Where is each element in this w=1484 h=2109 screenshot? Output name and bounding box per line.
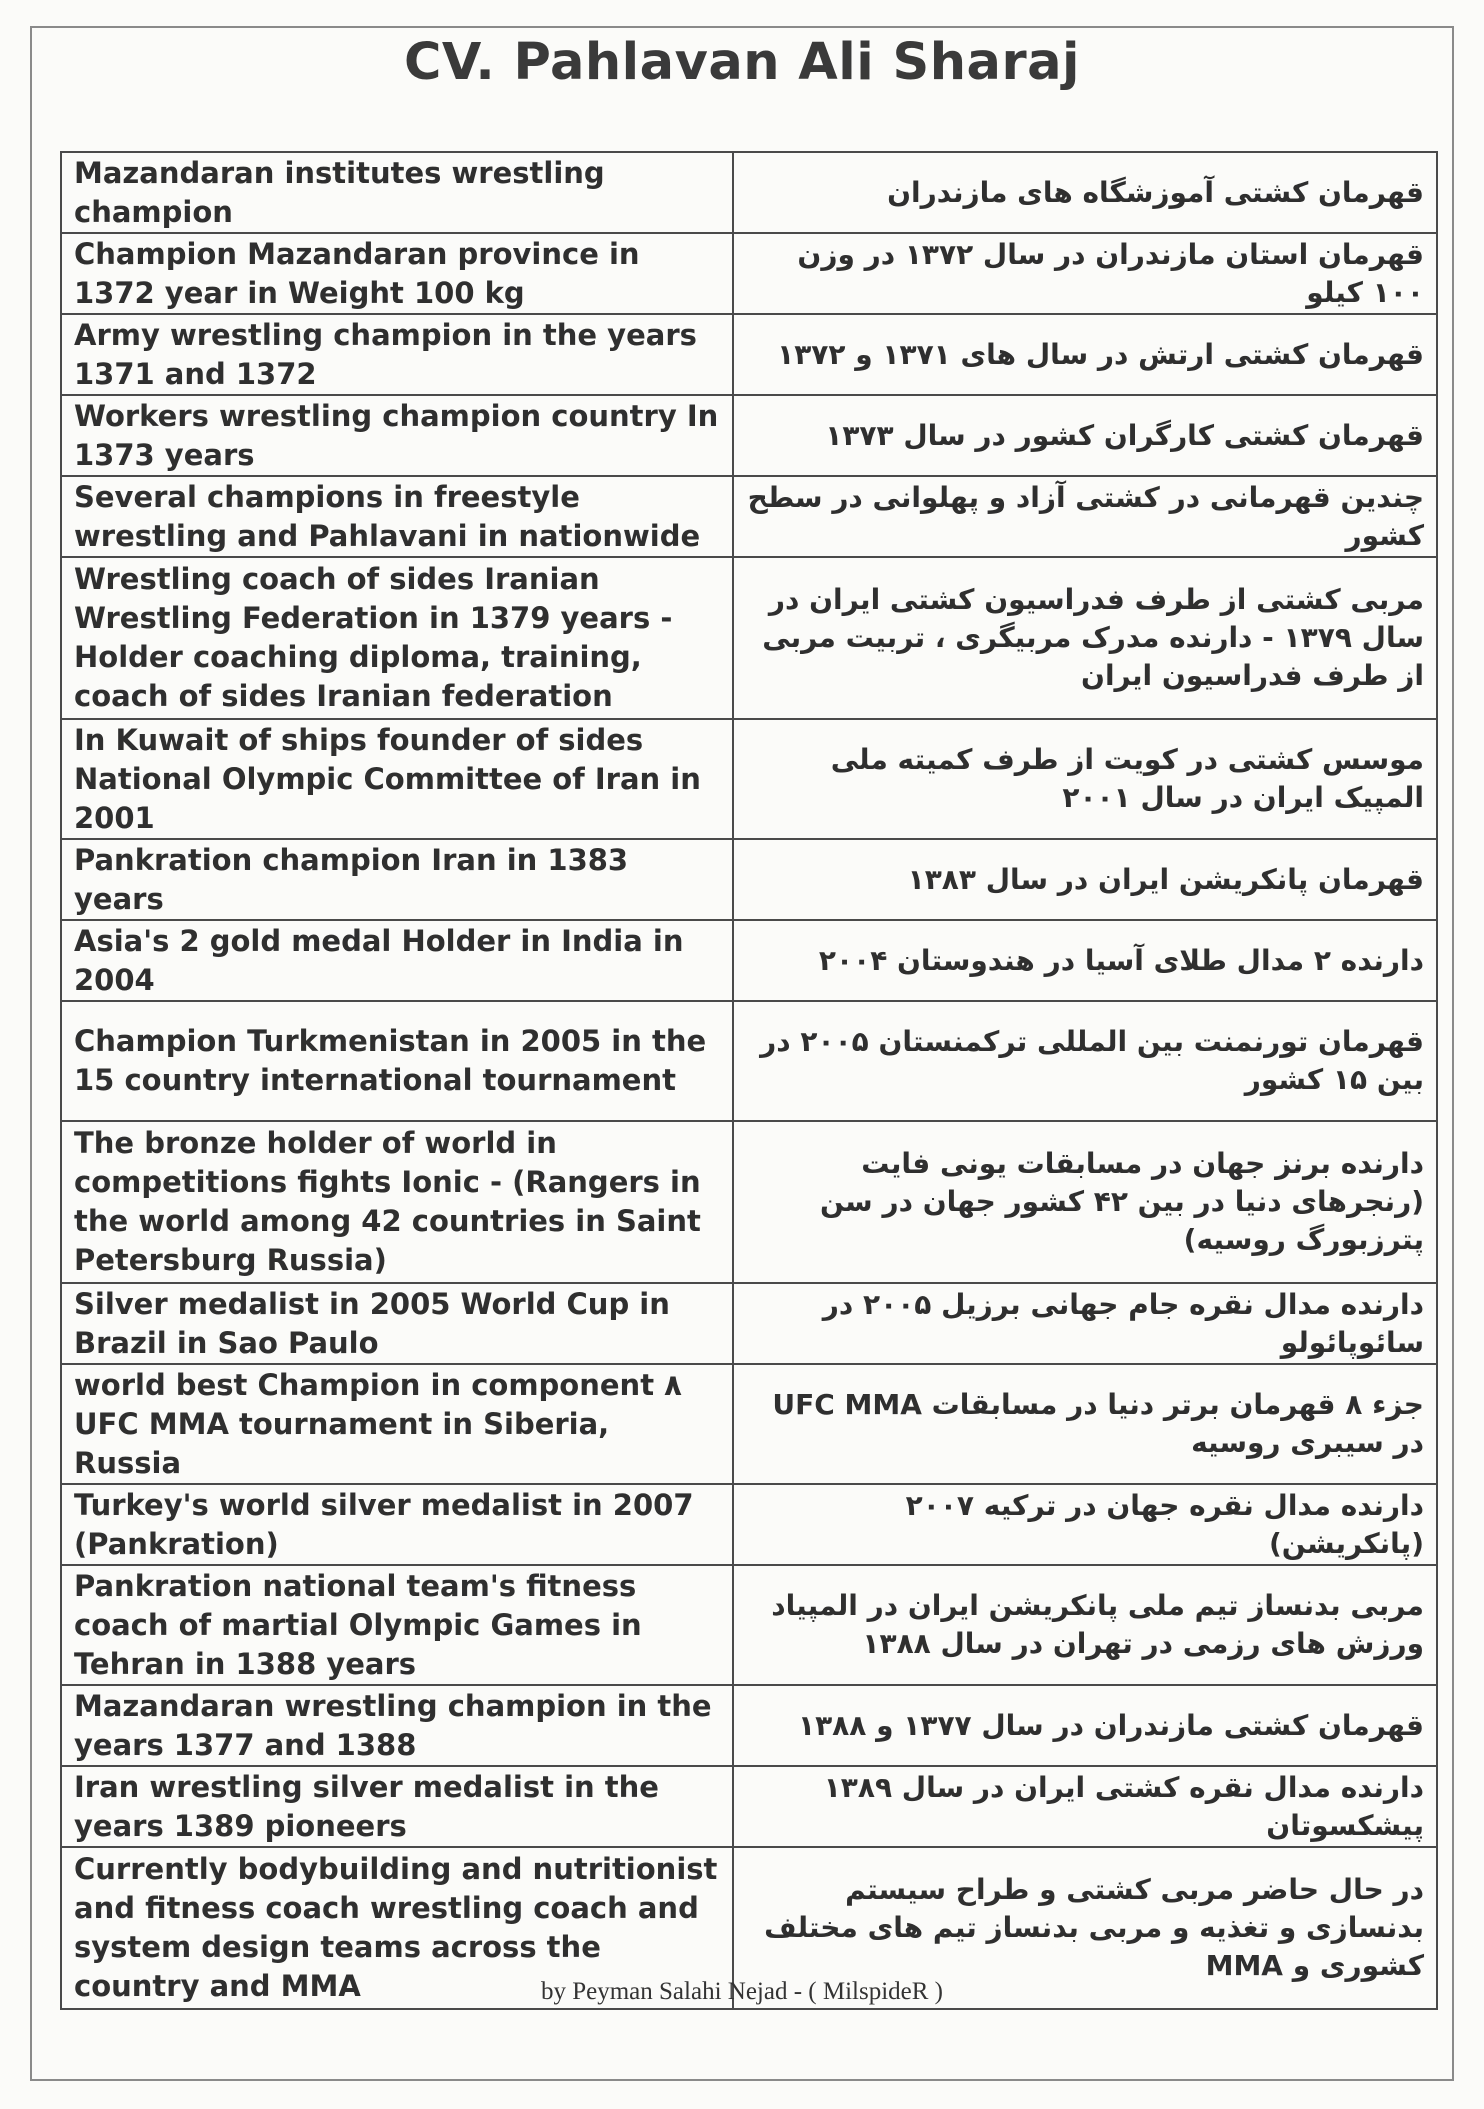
persian-cell: موسس کشتی در کویت از طرف کمیته ملی المپیک ایران در سال ۲۰۰۱: [733, 719, 1437, 839]
cv-table: [60, 151, 1438, 2010]
table-row: [61, 1565, 1437, 1685]
english-cell: Mazandaran wrestling champion in the years 1377 and 1388: [61, 1685, 733, 1766]
persian-cell: قهرمان کشتی ارتش در سال های ۱۳۷۱ و ۱۳۷۲: [733, 314, 1437, 395]
table-row: [61, 476, 1437, 557]
english-cell: Turkey's world silver medalist in 2007 (Pankration): [61, 1484, 733, 1565]
persian-cell: قهرمان استان مازندران در سال ۱۳۷۲ در وزن ۱۰۰ کیلو: [733, 233, 1437, 314]
persian-cell: چندین قهرمانی در کشتی آزاد و پهلوانی در سطح کشور: [733, 476, 1437, 557]
persian-cell: قهرمان کشتی کارگران کشور در سال ۱۳۷۳: [733, 395, 1437, 476]
english-cell: Iran wrestling silver medalist in the years 1389 pioneers: [61, 1766, 733, 1847]
page-title: CV. Pahlavan Ali Sharaj: [404, 33, 1080, 92]
english-cell: Workers wrestling champion country In 1373 years: [61, 395, 733, 476]
persian-cell: دارنده مدال نقره جهان در ترکیه ۲۰۰۷ (پانکریشن): [733, 1484, 1437, 1565]
table-row: [61, 395, 1437, 476]
persian-cell: دارنده برنز جهان در مسابقات یونی فایت (رنجرهای دنیا در بین ۴۲ کشور جهان در سن پترزبورگ روسیه): [733, 1121, 1437, 1283]
persian-cell: دارنده مدال نقره کشتی ایران در سال ۱۳۸۹ پیشکسوتان: [733, 1766, 1437, 1847]
table-row: [61, 314, 1437, 395]
persian-cell: قهرمان پانکریشن ایران در سال ۱۳۸۳: [733, 839, 1437, 920]
table-row: [61, 1766, 1437, 1847]
english-cell: Pankration champion Iran in 1383 years: [61, 839, 733, 920]
english-cell: Silver medalist in 2005 World Cup in Brazil in Sao Paulo: [61, 1283, 733, 1364]
table-row: [61, 1484, 1437, 1565]
table-row: [61, 1685, 1437, 1766]
author-credit: by Peyman Salahi Nejad - ( MilspideR ): [540, 1978, 943, 2005]
table-row: [61, 233, 1437, 314]
persian-cell: جزء ۸ قهرمان برتر دنیا در مسابقات UFC MMA در سیبری روسیه: [733, 1364, 1437, 1484]
english-cell: Champion Turkmenistan in 2005 in the 15 country international tournament: [61, 1001, 733, 1121]
english-cell: In Kuwait of ships founder of sides National Olympic Committee of Iran in 2001: [61, 719, 733, 839]
table-row: [61, 1121, 1437, 1283]
table-row: [61, 1283, 1437, 1364]
table-row: [61, 557, 1437, 719]
english-cell: Several champions in freestyle wrestling and Pahlavani in nationwide: [61, 476, 733, 557]
persian-cell: قهرمان کشتی مازندران در سال ۱۳۷۷ و ۱۳۸۸: [733, 1685, 1437, 1766]
persian-cell: مربی بدنساز تیم ملی پانکریشن ایران در المپیاد ورزش های رزمی در تهران در سال ۱۳۸۸: [733, 1565, 1437, 1685]
english-cell: Army wrestling champion in the years 1371 and 1372: [61, 314, 733, 395]
table-row: [61, 839, 1437, 920]
table-row: [61, 1001, 1437, 1121]
english-cell: Mazandaran institutes wrestling champion: [61, 152, 733, 233]
english-cell: Champion Mazandaran province in 1372 year in Weight 100 kg: [61, 233, 733, 314]
english-cell: Asia's 2 gold medal Holder in India in 2004: [61, 920, 733, 1001]
english-cell: world best Champion in component ۸ UFC MMA tournament in Siberia, Russia: [61, 1364, 733, 1484]
table-row: [61, 152, 1437, 233]
english-cell: Currently bodybuilding and nutritionist and fitness coach wrestling coach and system design teams across the country and MMA: [61, 1847, 733, 2009]
table-row: [61, 920, 1437, 1001]
persian-cell: در حال حاضر مربی کشتی و طراح سیستم بدنسازی و تغذیه و مربی بدنساز تیم های مختلف کشوری و MMA: [733, 1847, 1437, 2009]
table-row: [61, 1364, 1437, 1484]
english-cell: Wrestling coach of sides Iranian Wrestling Federation in 1379 years - Holder coaching diploma, training, coach of sides Iranian federation: [61, 557, 733, 719]
table-row: [61, 719, 1437, 839]
persian-cell: دارنده ۲ مدال طلای آسیا در هندوستان ۲۰۰۴: [733, 920, 1437, 1001]
persian-cell: قهرمان تورنمنت بین المللی ترکمنستان ۲۰۰۵ در بین ۱۵ کشور: [733, 1001, 1437, 1121]
persian-cell: قهرمان کشتی آموزشگاه های مازندران: [733, 152, 1437, 233]
persian-cell: مربی کشتی از طرف فدراسیون کشتی ایران در سال ۱۳۷۹ - دارنده مدرک مربیگری ، تربیت مربی از طرف فدراسیون ایران: [733, 557, 1437, 719]
english-cell: Pankration national team's fitness coach of martial Olympic Games in Tehran in 1388 years: [61, 1565, 733, 1685]
persian-cell: دارنده مدال نقره جام جهانی برزیل ۲۰۰۵ در سائوپائولو: [733, 1283, 1437, 1364]
english-cell: The bronze holder of world in competitions fights Ionic - (Rangers in the world among 42 countries in Saint Petersburg Russia): [61, 1121, 733, 1283]
